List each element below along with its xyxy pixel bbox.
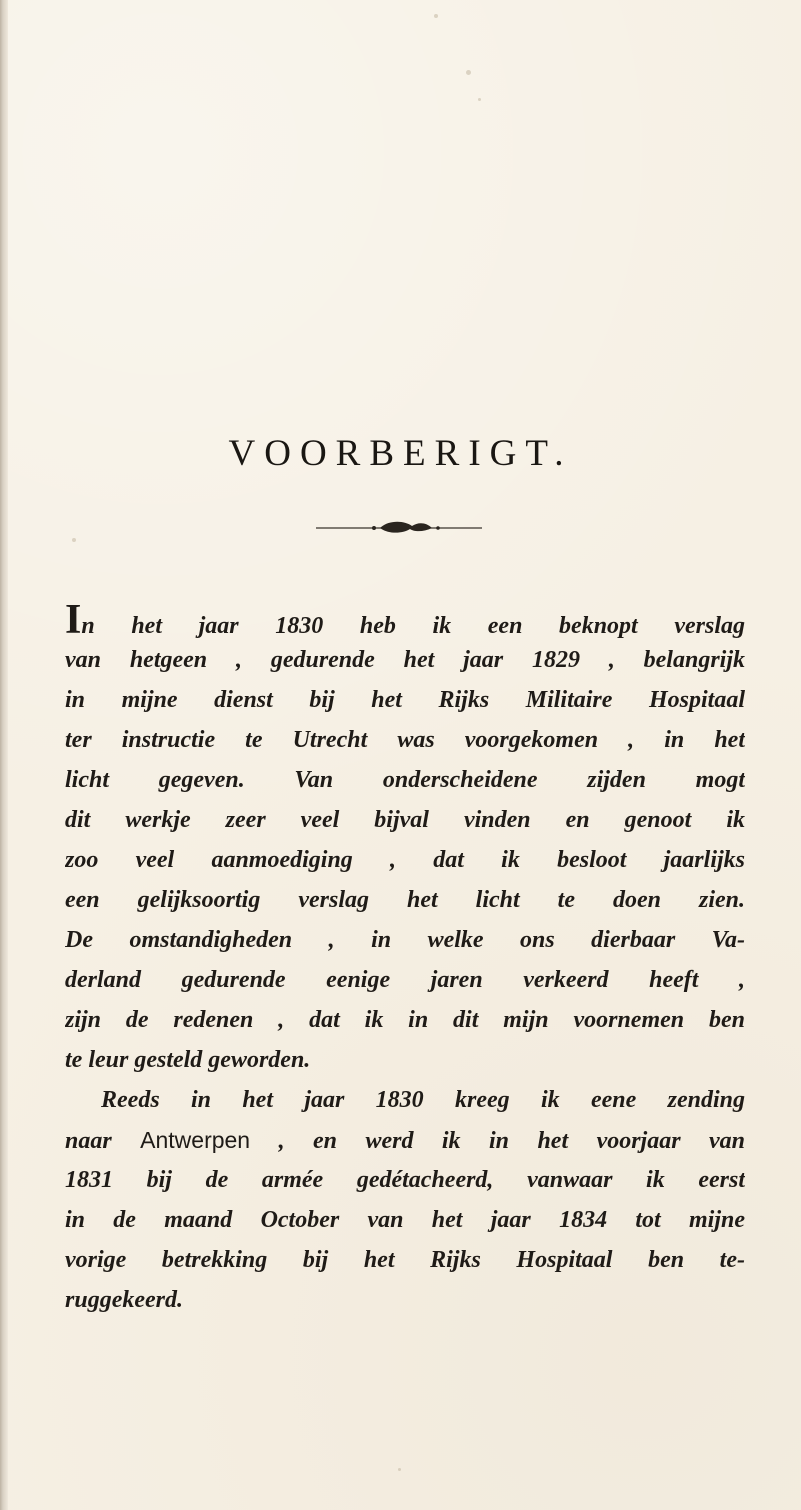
text-line: ter instructie te Utrecht was voorgekomen , in het <box>65 727 745 753</box>
text-fragment: , en werd ik in het voorjaar van <box>278 1128 745 1154</box>
place-name-antwerpen: Antwerpen <box>140 1127 251 1153</box>
text-line: derland gedurende eenige jaren verkeerd heeft , <box>65 967 745 993</box>
paper-speck <box>398 1468 401 1471</box>
divider-ornament <box>314 506 484 546</box>
paper-speck <box>434 14 438 18</box>
text-line: 1831 bij de armée gedétacheerd, vanwaar ik eerst <box>65 1167 745 1193</box>
page-binding-edge <box>0 0 8 1510</box>
paper-speck <box>72 538 76 542</box>
text-fragment: naar <box>65 1128 112 1154</box>
text-line: dit werkje zeer veel bijval vinden en genoot ik <box>65 807 745 833</box>
text-line: van hetgeen , gedurende het jaar 1829 , belangrijk <box>65 647 745 673</box>
dropcap-initial: I <box>65 600 82 640</box>
page-title: VOORBERIGT. <box>228 433 573 474</box>
text-line: Reeds in het jaar 1830 kreeg ik eene zending <box>101 1087 745 1113</box>
paper-speck <box>466 70 471 75</box>
text-line: in de maand October van het jaar 1834 tot mijne <box>65 1207 745 1233</box>
paper-speck <box>478 98 481 101</box>
text-line: ruggekeerd. <box>65 1287 183 1313</box>
text-line: De omstandigheden , in welke ons dierbaar Va- <box>65 927 745 953</box>
preface-text <box>65 600 745 1320</box>
text-line: zoo veel aanmoediging , dat ik besloot jaarlijks <box>65 847 745 873</box>
text-line: een gelijksoortig verslag het licht te doen zien. <box>65 887 745 913</box>
text-line: te leur gesteld geworden. <box>65 1047 311 1073</box>
text-line <box>65 600 745 640</box>
text-line: licht gegeven. Van onderscheidene zijden mogt <box>65 767 745 793</box>
text-line: in mijne dienst bij het Rijks Militaire Hospitaal <box>65 687 745 713</box>
text-line-content: n het jaar 1830 heb ik een beknopt verslag <box>81 613 745 639</box>
text-line: zijn de redenen , dat ik in dit mijn voornemen ben <box>65 1007 745 1033</box>
text-line <box>65 1120 745 1160</box>
text-line: vorige betrekking bij het Rijks Hospitaal ben te- <box>65 1247 745 1273</box>
